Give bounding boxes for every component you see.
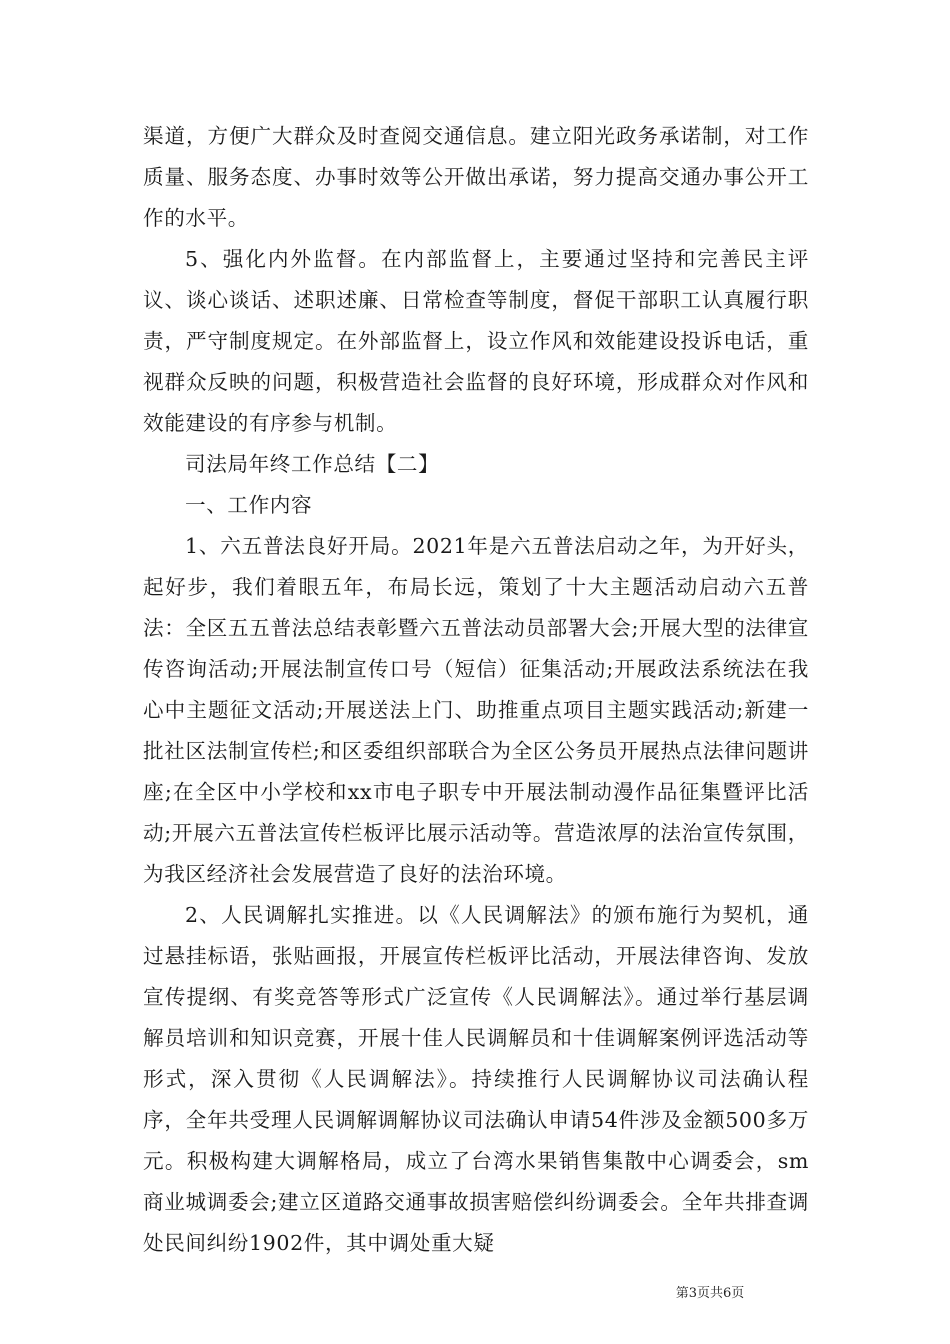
- paragraph-item-5: 5、强化内外监督。在内部监督上，主要通过坚持和完善民主评议、谈心谈话、述职述廉、日常检查等制度，督促干部职工认真履行职责，严守制度规定。在外部监督上，设立作风和效能建设投诉电话，重视群众反映的问题，积极营造社会监督的良好环境，形成群众对作风和效能建设的有序参与机制。: [143, 247, 809, 435]
- paragraph-item-1: 1、六五普法良好开局。2021年是六五普法启动之年，为开好头，起好步，我们着眼五年，布局长远，策划了十大主题活动启动六五普法：全区五五普法总结表彰暨六五普法动员部署大会;开展大型的法律宣传咨询活动;开展法制宣传口号（短信）征集活动;开展政法系统法在我心中主题征文活动;开展送法上门、助推重点项目主题实践活动;新建一批社区法制宣传栏;和区委组织部联合为全区公务员开展热点法律问题讲座;在全区中小学校和xx市电子职专中开展法制动漫作品征集暨评比活动;开展六五普法宣传栏板评比展示活动等。营造浓厚的法治宣传氛围，为我区经济社会发展营造了良好的法治环境。: [143, 534, 809, 886]
- page-number-footer: 第3页共6页: [675, 1286, 745, 1301]
- section-title: 司法局年终工作总结【二】: [185, 452, 440, 476]
- document-body: [143, 116, 809, 1264]
- section-heading-work-content: 一、工作内容: [185, 493, 313, 517]
- paragraph-item-2: 2、人民调解扎实推进。以《人民调解法》的颁布施行为契机，通过悬挂标语，张贴画报，开展宣传栏板评比活动，开展法律咨询、发放宣传提纲、有奖竞答等形式广泛宣传《人民调解法》。通过举行基层调解员培训和知识竞赛，开展十佳人民调解员和十佳调解案例评选活动等形式，深入贯彻《人民调解法》。持续推行人民调解协议司法确认程序，全年共受理人民调解调解协议司法确认申请54件涉及金额500多万元。积极构建大调解格局，成立了台湾水果销售集散中心调委会，sm商业城调委会;建立区道路交通事故损害赔偿纠纷调委会。全年共排查调处民间纠纷1902件，其中调处重大疑: [143, 903, 809, 1255]
- paragraph-continuation: 渠道，方便广大群众及时查阅交通信息。建立阳光政务承诺制，对工作质量、服务态度、办事时效等公开做出承诺，努力提高交通办事公开工作的水平。: [143, 124, 809, 230]
